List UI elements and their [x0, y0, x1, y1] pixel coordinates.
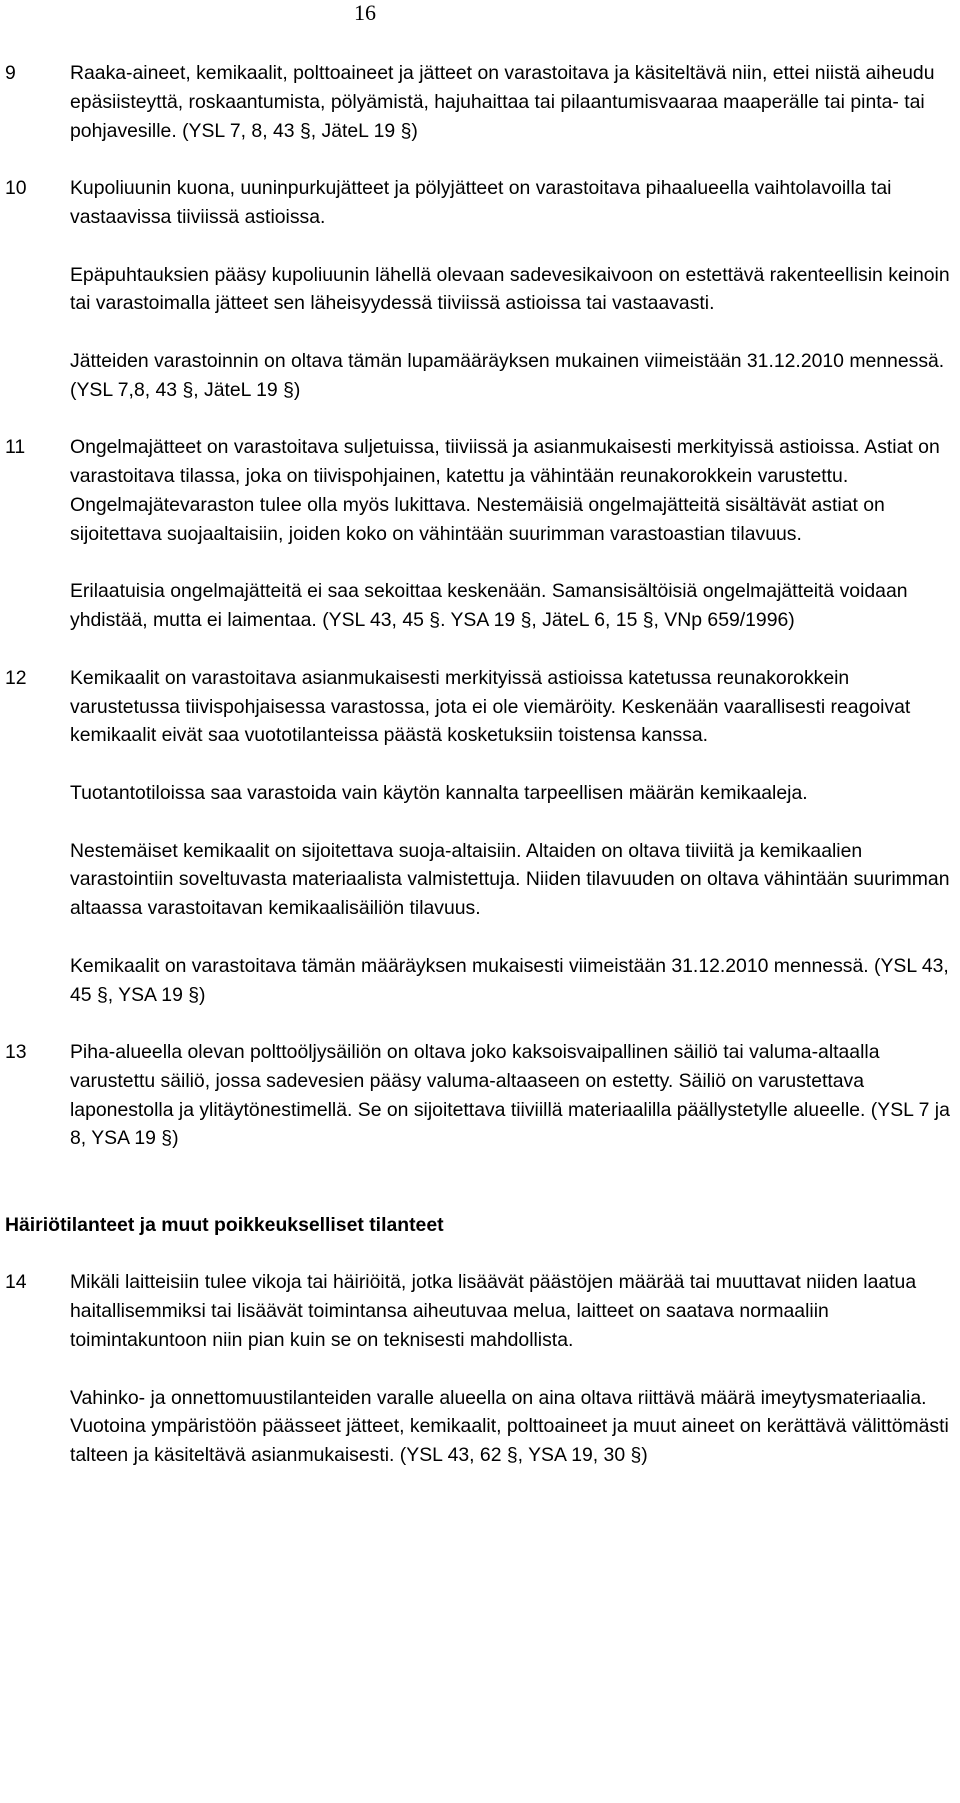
item-paragraph: Kupoliuunin kuona, uuninpurkujätteet ja pölyjätteet on varastoitava pihaalueella vaihtolavoilla tai vastaavissa tiiviissä astioissa.	[70, 177, 892, 228]
document-body	[0, 59, 960, 1470]
item-number: 11	[5, 436, 26, 459]
item-paragraph: Raaka-aineet, kemikaalit, polttoaineet ja jätteet on varastoitava ja käsiteltävä niin, ettei niistä aiheudu epäsiisteyttä, roskaantumista, pölyämistä, hajuhaittaa tai pilaantumisvaaraa maaperälle tai pinta- tai pohjavesille. (YSL 7, 8, 43 §, JäteL 19 §)	[70, 62, 935, 142]
item-number: 12	[5, 666, 27, 689]
item-number: 10	[5, 177, 27, 200]
item-paragraph: Tuotantotiloissa saa varastoida vain käytön kannalta tarpeellisen määrän kemikaaleja.	[70, 781, 808, 804]
item-number: 9	[5, 62, 16, 84]
regulation-item-9	[0, 59, 960, 145]
regulation-item-14	[0, 1268, 960, 1470]
regulation-item-11	[0, 433, 960, 635]
regulation-item-12	[0, 664, 960, 1010]
item-paragraph: Piha-alueella olevan polttoöljysäiliön on oltava joko kaksoisvaipallinen säiliö tai valuma-altaalla varustettu säiliö, jossa sadevesien pääsy valuma-altaaseen on estetty. Säiliö on varustettava laponestolla ja ylitäytönestimellä. Se on sijoitettava tiiviillä materiaalilla päällystetylle alueelle. (YSL 7 ja 8, YSA 19 §)	[70, 1041, 950, 1150]
page-number: 16	[354, 0, 376, 25]
item-paragraph: Epäpuhtauksien pääsy kupoliuunin lähellä olevaan sadevesikaivoon on estettävä rakenteellisin keinoin tai varastoimalla jätteet sen läheisyydessä tiiviissä astioissa tai vastaavasti.	[70, 263, 950, 315]
regulation-item-10	[0, 174, 960, 404]
item-paragraph: Kemikaalit on varastoitava asianmukaisesti merkityissä astioissa katetussa reunakorokkein varustetussa tiivispohjaisessa varastossa, jota ei ole viemäröity. Keskenään vaarallisesti reagoivat kemikaalit eivät saa vuototilanteissa päästä kosketuksiin toistensa kanssa.	[70, 666, 911, 747]
item-paragraph: Vahinko- ja onnettomuustilanteiden varalle alueella on aina oltava riittävä määrä imeytysmateriaalia. Vuotoina ympäristöön päässeet jätteet, kemikaalit, polttoaineet ja muut aineet on kerättävä välittömästi talteen ja käsiteltävä asianmukaisesti. (YSL 43, 62 §, YSA 19, 30 §)	[70, 1386, 949, 1467]
regulation-item-13	[0, 1038, 960, 1153]
item-paragraph: Ongelmajätteet on varastoitava suljetuissa, tiiviissä ja asianmukaisesti merkityissä astioissa. Astiat on varastoitava tilassa, joka on tiivispohjainen, katettu ja vähintään reunakorokkein varustettu. Ongelmajätevaraston tulee olla myös lukittava. Nestemäisiä ongelmajätteitä sisältävät astiat on sijoitettava suojaaltaisiin, joiden koko on vähintään suurimman varastoastian tilavuus.	[70, 436, 940, 545]
item-number: 14	[5, 1271, 27, 1294]
item-paragraph: Nestemäiset kemikaalit on sijoitettava suoja-altaisiin. Altaiden on oltava tiiviitä ja kemikaalien varastointiin soveltuvasta materiaalista valmistettuja. Niiden tilavuuden on oltava vähintään suurimman altaassa varastoitavan kemikaalisäiliön tilavuus.	[70, 839, 950, 920]
item-paragraph: Kemikaalit on varastoitava tämän määräyksen mukaisesti viimeistään 31.12.2010 mennessä. (YSL 43, 45 §, YSA 19 §)	[70, 954, 949, 1006]
item-paragraph: Jätteiden varastoinnin on oltava tämän lupamääräyksen mukainen viimeistään 31.12.2010 mennessä. (YSL 7,8, 43 §, JäteL 19 §)	[70, 349, 945, 401]
section-heading: Häiriötilanteet ja muut poikkeukselliset tilanteet	[5, 1213, 444, 1236]
item-paragraph: Erilaatuisia ongelmajätteitä ei saa sekoittaa keskenään. Samansisältöisiä ongelmajätteitä voidaan yhdistää, mutta ei laimentaa. (YSL 43, 45 §. YSA 19 §, JäteL 6, 15 §, VNp 659/1996)	[70, 580, 908, 632]
item-paragraph: Mikäli laitteisiin tulee vikoja tai häiriöitä, jotka lisäävät päästöjen määrää tai muuttavat niiden laatua haitallisemmiksi tai lisäävät toimintansa aiheutuvaa melua, laitteet on saatava normaaliin toimintakuntoon niin pian kuin se on teknisesti mahdollista.	[70, 1271, 917, 1352]
item-number: 13	[5, 1041, 27, 1064]
